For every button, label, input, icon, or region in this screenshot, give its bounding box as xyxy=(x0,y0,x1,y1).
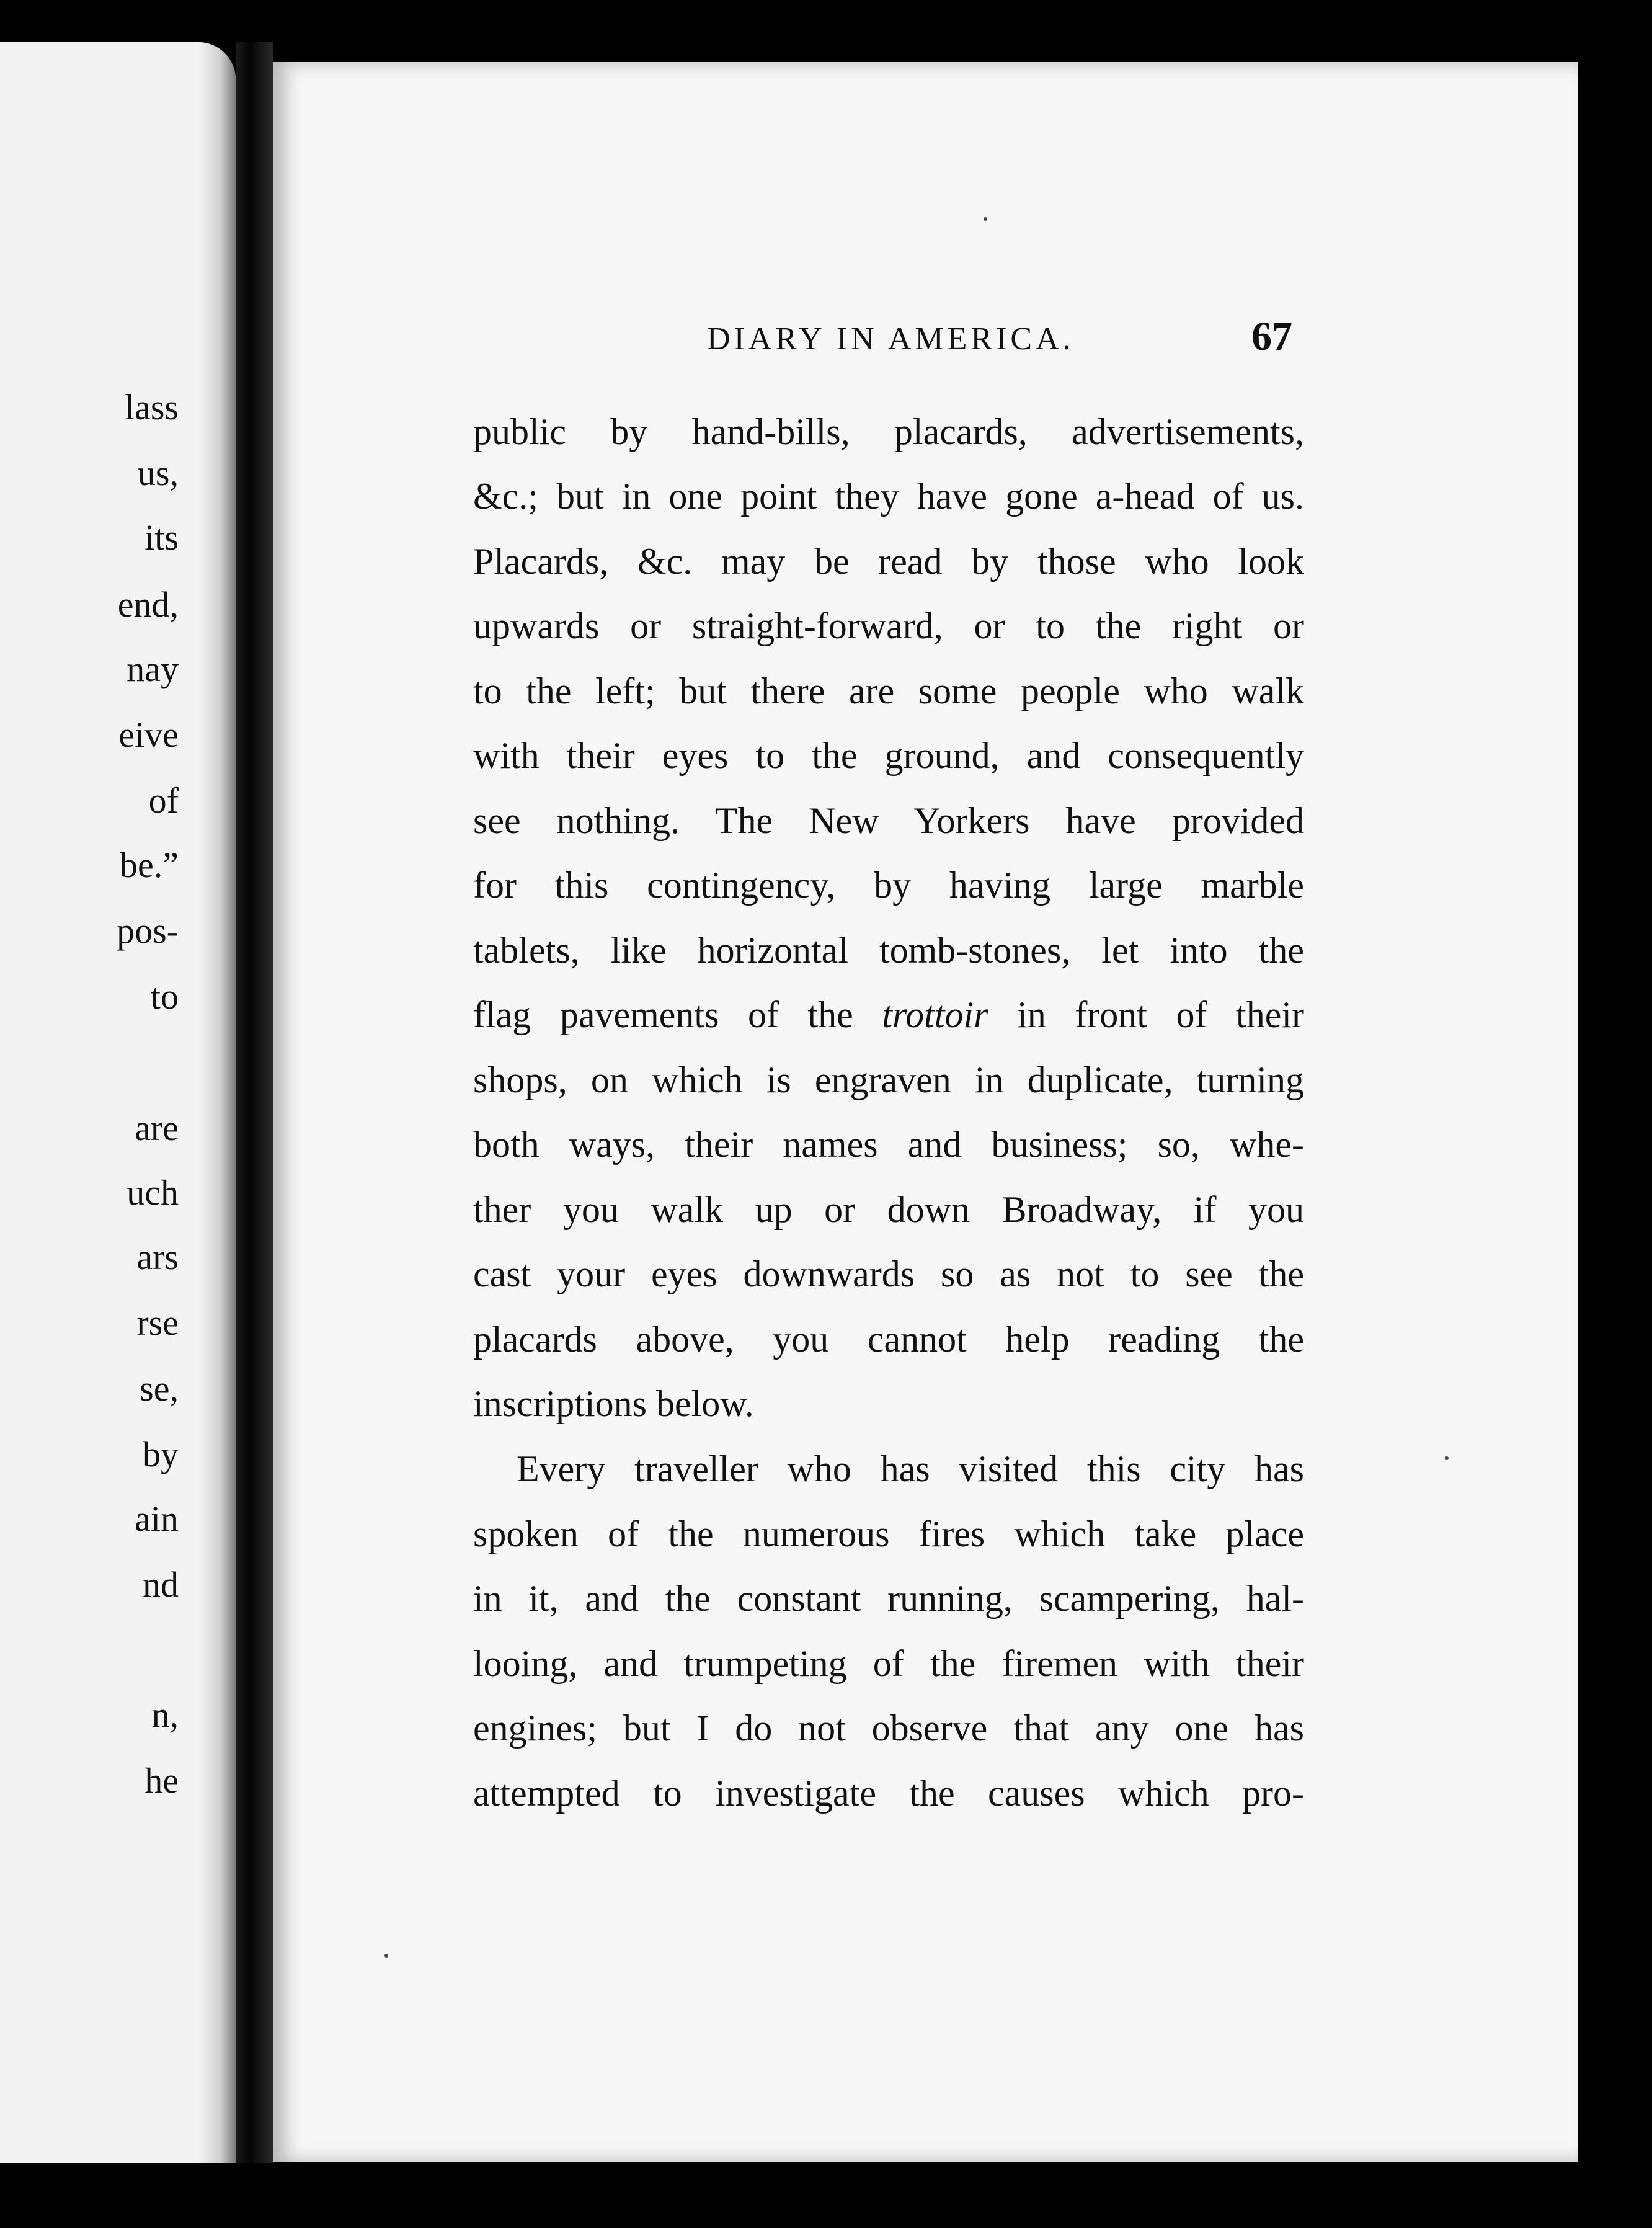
text-line: spoken of the numerous fires which take place xyxy=(473,1513,1304,1554)
left-page-text-fragment: its xyxy=(144,517,179,558)
gutter-shadow xyxy=(198,42,236,2163)
text-line: public by hand-bills, placards, advertisements, xyxy=(473,411,1304,452)
text-line: &c.; but in one point they have gone a-head of us. xyxy=(473,476,1304,517)
left-page-text-fragment: to xyxy=(150,976,179,1017)
left-page-text-fragment: by xyxy=(143,1434,179,1474)
left-page-text-fragment: lass xyxy=(125,387,179,427)
text-line: flag pavements of the trottoir in front of their xyxy=(473,994,1304,1035)
left-page-text-fragment: ain xyxy=(135,1499,179,1539)
left-page-text-fragment: us, xyxy=(137,453,179,493)
text-line: looing, and trumpeting of the firemen with their xyxy=(473,1643,1304,1684)
paper-speck xyxy=(984,217,987,221)
text-line: with their eyes to the ground, and consequently xyxy=(473,735,1304,776)
text-line: attempted to investigate the causes which pro- xyxy=(473,1773,1304,1814)
left-page-text-fragment: eive xyxy=(118,715,179,755)
text-line: see nothing. The New Yorkers have provided xyxy=(473,800,1304,841)
left-page-text-fragment: se, xyxy=(140,1368,179,1409)
text-line: cast your eyes downwards so as not to see the xyxy=(473,1254,1304,1294)
left-page-fragment xyxy=(0,42,236,2163)
paper-speck xyxy=(384,1954,388,1958)
text-line: inscriptions below. xyxy=(473,1383,754,1424)
left-page-text-fragment: uch xyxy=(127,1172,179,1213)
running-head xyxy=(273,313,1578,363)
left-page-text-fragment: nd xyxy=(143,1564,179,1605)
book-spine xyxy=(236,42,273,2163)
left-page-text-fragment: are xyxy=(135,1108,179,1148)
left-page-text-fragment: end, xyxy=(117,584,179,625)
text-line: to the left; but there are some people who walk xyxy=(473,671,1304,711)
page-number: 67 xyxy=(1251,314,1292,359)
left-page-text-fragment: n, xyxy=(151,1695,179,1735)
text-line: Placards, &c. may be read by those who look xyxy=(473,541,1304,582)
text-line: placards above, you cannot help reading the xyxy=(473,1319,1304,1360)
left-page-text-fragment: nay xyxy=(127,649,179,689)
text-line: engines; but I do not observe that any one has xyxy=(473,1708,1304,1749)
left-page-text-fragment: ars xyxy=(136,1237,179,1277)
text-line: ther you walk up or down Broadway, if you xyxy=(473,1189,1304,1230)
italic-word: trottoir xyxy=(882,994,988,1035)
text-line: tablets, like horizontal tomb-stones, let into the xyxy=(473,930,1304,971)
left-page-text-fragment: he xyxy=(144,1760,179,1801)
text-line: both ways, their names and business; so, whe- xyxy=(473,1124,1304,1165)
paper-speck xyxy=(1445,1456,1449,1460)
text-line: in it, and the constant running, scampering, hal- xyxy=(473,1578,1304,1619)
text-line: upwards or straight-forward, or to the right or xyxy=(473,605,1304,646)
text-line: for this contingency, by having large marble xyxy=(473,865,1304,906)
text-line: shops, on which is engraven in duplicate, turning xyxy=(473,1059,1304,1100)
left-page-text-fragment: of xyxy=(148,780,179,821)
right-page xyxy=(273,62,1578,2162)
left-page-text-fragment: pos- xyxy=(117,911,179,951)
running-title: DIARY IN AMERICA. xyxy=(707,321,1075,357)
left-page-text-fragment: rse xyxy=(136,1303,179,1343)
text-line: Every traveller who has visited this city has xyxy=(517,1448,1304,1489)
left-page-text-fragment: be.” xyxy=(120,845,179,885)
